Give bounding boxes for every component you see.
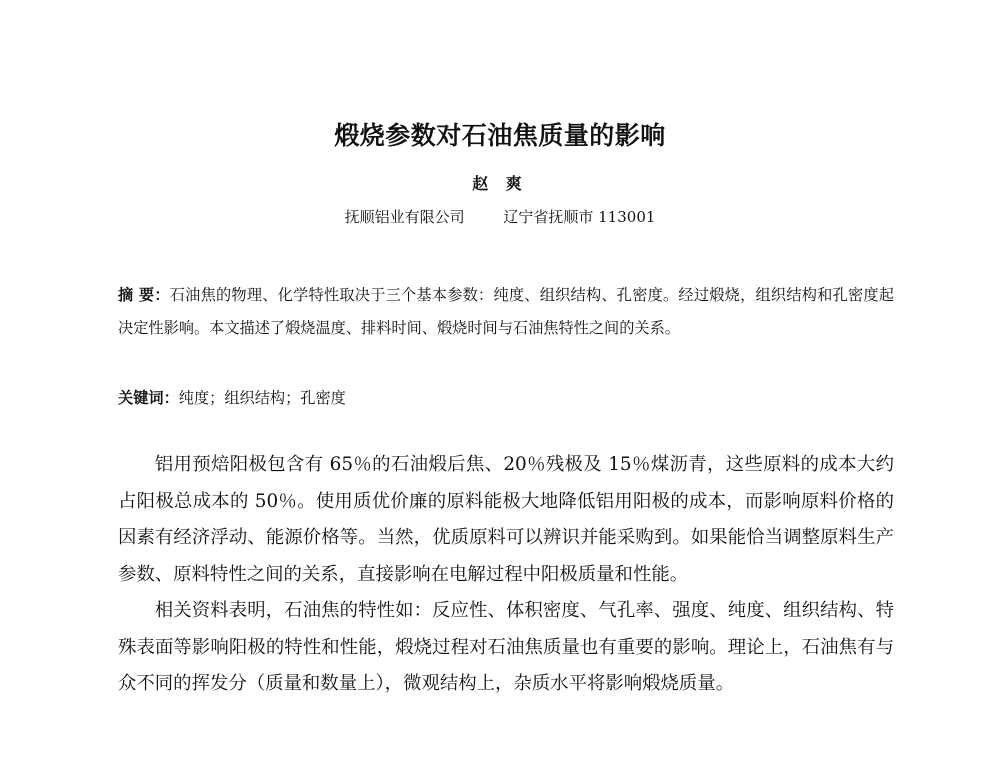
abstract <box>118 279 894 345</box>
abstract-text: 石油焦的物理、化学特性取决于三个基本参数：纯度、组织结构、孔密度。经过煅烧，组织结构和孔密度起决定性影响。本文描述了煅烧温度、排料时间、煅烧时间与石油焦特性之间的关系。 <box>118 286 894 337</box>
affiliation-address: 辽宁省抚顺市 113001 <box>503 208 656 226</box>
body-paragraph: 铝用预焙阳极包含有 65％的石油煅后焦、20％残极及 15％煤沥青，这些原料的成本大约占阳极总成本的 50％。使用质优价廉的原料能极大地降低铝用阳极的成本，而影响原料价格的因素有经济浮动、能源价格等。当然，优质原料可以辨识并能采购到。如果能恰当调整原料生产参数、原料特性之间的关系，直接影响在电解过程中阳极质量和性能。 <box>118 454 894 585</box>
keywords-label: 关键词： <box>118 389 179 407</box>
body-text <box>118 447 894 703</box>
affiliation-organization: 抚顺铝业有限公司 <box>344 208 465 226</box>
abstract-label: 摘 要： <box>118 286 170 304</box>
body-paragraph: 相关资料表明，石油焦的特性如：反应性、体积密度、气孔率、强度、纯度、组织结构、特殊表面等影响阳极的特性和性能，煅烧过程对石油焦质量也有重要的影响。理论上，石油焦有与众不同的挥发分（质量和数量上），微观结构上，杂质水平将影响煅烧质量。 <box>118 600 894 694</box>
paper-title: 煅烧参数对石油焦质量的影响 <box>334 121 666 150</box>
keywords-text: 纯度；组织结构；孔密度 <box>178 389 346 407</box>
keywords <box>118 383 894 413</box>
author-affiliation <box>0 205 1000 229</box>
author-name: 赵 爽 <box>472 174 528 193</box>
